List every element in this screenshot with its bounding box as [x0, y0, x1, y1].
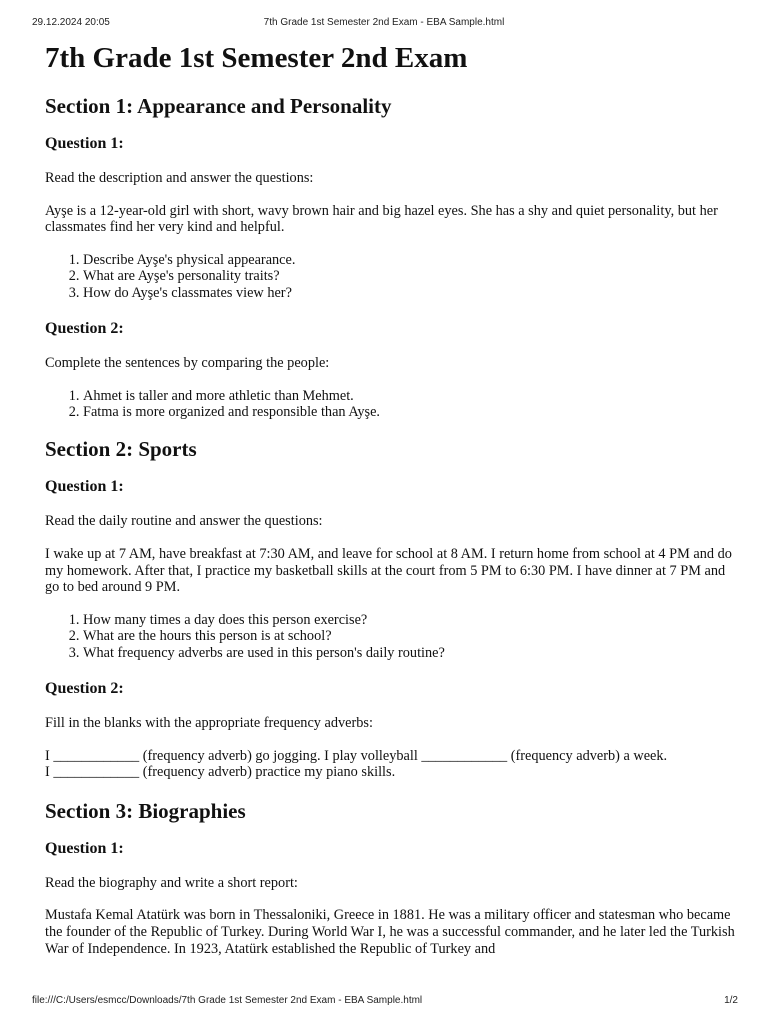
question-heading: Question 2:	[45, 320, 124, 337]
question-passage: I wake up at 7 AM, have breakfast at 7:30 AM, and leave for school at 8 AM. I return home from school at 4 PM and do my homework. After that, I practice my basketball skills at the court from 5 PM to 6:30 PM. I have dinner at 7 PM and go to bed around 9 PM.	[45, 546, 732, 596]
question-passage: Mustafa Kemal Atatürk was born in Thessaloniki, Greece in 1881. He was a military officer and statesman who became the founder of the Republic of Turkey. During World War I, he was a successful commander, and he later led the Turkish War of Independence. In 1923, Atatürk established the Republic of Turkey and	[45, 907, 735, 957]
question-list	[45, 252, 735, 301]
section-heading: Section 2: Sports	[45, 437, 197, 462]
print-datetime: 29.12.2024 20:05	[32, 17, 110, 28]
question-block	[45, 134, 735, 301]
question-heading: Question 1:	[45, 135, 124, 152]
exam-document	[45, 40, 735, 957]
section-appearance-personality	[45, 93, 735, 420]
print-page-number: 1/2	[724, 995, 738, 1006]
question-instruction: Read the biography and write a short report:	[45, 874, 298, 891]
question-block	[45, 319, 735, 420]
question-block	[45, 679, 735, 781]
question-instruction: Complete the sentences by comparing the people:	[45, 355, 330, 371]
question-list	[45, 612, 735, 661]
question-heading: Question 2:	[45, 680, 124, 697]
section-heading: Section 3: Biographies	[45, 798, 246, 823]
question-instruction: Fill in the blanks with the appropriate frequency adverbs:	[45, 715, 373, 731]
fill-blank-line: I ____________ (frequency adverb) practice my piano skills.	[45, 764, 396, 781]
section-heading: Section 1: Appearance and Personality	[45, 94, 392, 118]
list-item: 1. Describe Ayşe's physical appearance.	[83, 252, 735, 268]
page-title: 7th Grade 1st Semester 2nd Exam	[45, 42, 468, 74]
question-list	[45, 388, 735, 421]
list-item: 1. Ahmet is taller and more athletic than Mehmet.	[83, 388, 735, 404]
print-file-path: file:///C:/Users/esmcc/Downloads/7th Grade 1st Semester 2nd Exam - EBA Sample.html	[32, 995, 423, 1006]
list-item: 2. What are Ayşe's personality traits?	[83, 268, 735, 284]
question-passage: Ayşe is a 12-year-old girl with short, wavy brown hair and big hazel eyes. She has a shy and quiet personality, but her classmates find her very kind and helpful.	[45, 202, 718, 236]
section-sports	[45, 436, 735, 780]
print-footer	[0, 994, 768, 1008]
print-header	[0, 16, 768, 30]
print-page-title: 7th Grade 1st Semester 2nd Exam - EBA Sample.html	[263, 17, 505, 28]
question-heading: Question 1:	[45, 478, 124, 496]
list-item: 3. What frequency adverbs are used in this person's daily routine?	[83, 645, 735, 661]
question-block	[45, 477, 735, 661]
question-heading: Question 1:	[45, 839, 124, 857]
question-block	[45, 839, 735, 957]
fill-blank-line: I ____________ (frequency adverb) go jogging. I play volleyball ____________ (frequency adverb) a week.	[45, 747, 668, 764]
section-biographies	[45, 798, 735, 957]
list-item: 2. Fatma is more organized and responsible than Ayşe.	[83, 404, 735, 420]
list-item: 2. What are the hours this person is at school?	[83, 628, 735, 644]
question-instruction: Read the daily routine and answer the questions:	[45, 513, 323, 530]
question-instruction: Read the description and answer the questions:	[45, 170, 314, 186]
list-item: 1. How many times a day does this person exercise?	[83, 612, 735, 628]
list-item: 3. How do Ayşe's classmates view her?	[83, 285, 735, 301]
